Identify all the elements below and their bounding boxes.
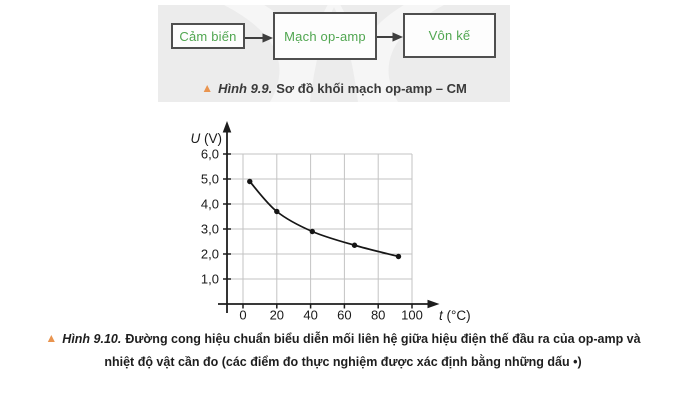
figure-9-10-caption [0, 327, 686, 374]
svg-text:4,0: 4,0 [200, 196, 219, 212]
figure-9-10-caption-text-1: Đường cong hiệu chuẩn biểu diễn mối liên hệ giữa hiệu điện thế đầu ra của op-amp và [125, 332, 641, 346]
block-opamp-label: Mạch op-amp [284, 28, 366, 44]
figure-9-9-panel [158, 5, 510, 102]
svg-text:6,0: 6,0 [200, 146, 219, 162]
arrow-right-icon [377, 31, 403, 43]
svg-text:60: 60 [337, 307, 352, 323]
figure-9-9-label: Hình 9.9. [218, 81, 273, 96]
calibration-chart [168, 112, 488, 327]
svg-text:100: 100 [401, 307, 423, 323]
figure-9-10-caption-line1 [0, 327, 686, 351]
svg-text:20: 20 [269, 307, 285, 323]
svg-text:3,0: 3,0 [200, 221, 219, 237]
svg-text:40: 40 [303, 307, 318, 323]
svg-text:5,0: 5,0 [200, 171, 219, 187]
triangle-marker-icon: ▲ [45, 331, 58, 345]
figure-9-9-caption-text: Sơ đồ khối mạch op-amp – CM [276, 81, 467, 96]
block-voltmeter [403, 13, 496, 58]
triangle-marker-icon: ▲ [201, 81, 214, 95]
svg-text:U (V): U (V) [190, 131, 222, 146]
figure-9-10-label: Hình 9.10. [62, 332, 122, 346]
svg-text:t (°C): t (°C) [439, 308, 471, 323]
figure-9-9-caption [158, 81, 510, 96]
block-voltmeter-label: Vôn kế [428, 28, 471, 43]
arrow-right-icon [245, 32, 273, 44]
svg-text:80: 80 [370, 307, 386, 323]
block-sensor-label: Cảm biến [179, 28, 237, 44]
svg-text:1,0: 1,0 [200, 271, 219, 287]
block-opamp-circuit [273, 12, 377, 60]
svg-text:0: 0 [239, 307, 247, 323]
block-sensor [171, 23, 245, 49]
figure-9-10-caption-line2: nhiệt độ vật cần đo (các điểm đo thực nghiệm được xác định bằng những dấu •) [104, 355, 582, 369]
svg-text:2,0: 2,0 [200, 246, 219, 262]
